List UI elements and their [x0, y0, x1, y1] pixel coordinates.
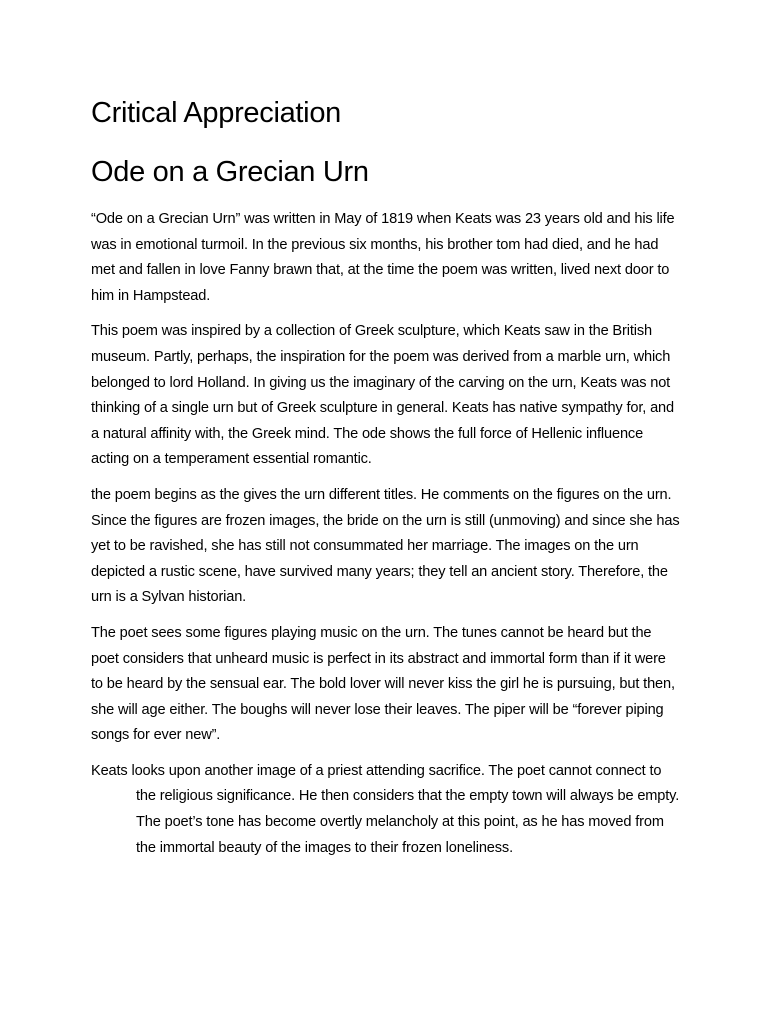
paragraph-1: “Ode on a Grecian Urn” was written in May of 1819 when Keats was 23 years old and his life was in emotional turmoil. In the previous six months, his brother tom had died, and he had met and fallen in love Fanny brawn that, at the time the poem was written, lived next door to him in Hampstead.: [91, 211, 675, 304]
paragraph-3: the poem begins as the gives the urn different titles. He comments on the figures on the urn. Since the figures are frozen images, the bride on the urn is still (unmoving) and since she has yet to be ravished, she has still not consummated her marriage. The images on the urn depicted a rustic scene, have survived many years; they tell an ancient story. Therefore, the urn is a Sylvan historian.: [91, 486, 680, 606]
paragraph-5: Keats looks upon another image of a priest attending sacrifice. The poet cannot connect to the religious significance. He then considers that the empty town will always be empty. The poet’s tone has become overtly melancholy at this point, as he has moved from the immortal beauty of the images to their frozen loneliness.: [91, 762, 680, 856]
document-subtitle: Ode on a Grecian Urn: [91, 156, 369, 188]
document-title: Critical Appreciation: [91, 97, 341, 129]
paragraph-2: This poem was inspired by a collection of Greek sculpture, which Keats saw in the British museum. Partly, perhaps, the inspiration for the poem was derived from a marble urn, which belonged to lord Holland. In giving us the imaginary of the carving on the urn, Keats was not thinking of a single urn but of Greek sculpture in general. Keats has native sympathy for, and a natural affinity with, the Greek mind. The ode shows the full force of Hellenic influence acting on a temperament essential romantic.: [91, 323, 674, 468]
document-body: [91, 92, 681, 861]
paragraph-4: The poet sees some figures playing music on the urn. The tunes cannot be heard but the poet considers that unheard music is perfect in its abstract and immortal form than if it were to be heard by the sensual ear. The bold lover will never kiss the girl he is pursuing, but then, she will age either. The boughs will never lose their leaves. The piper will be “forever piping songs for ever new”.: [91, 624, 675, 744]
